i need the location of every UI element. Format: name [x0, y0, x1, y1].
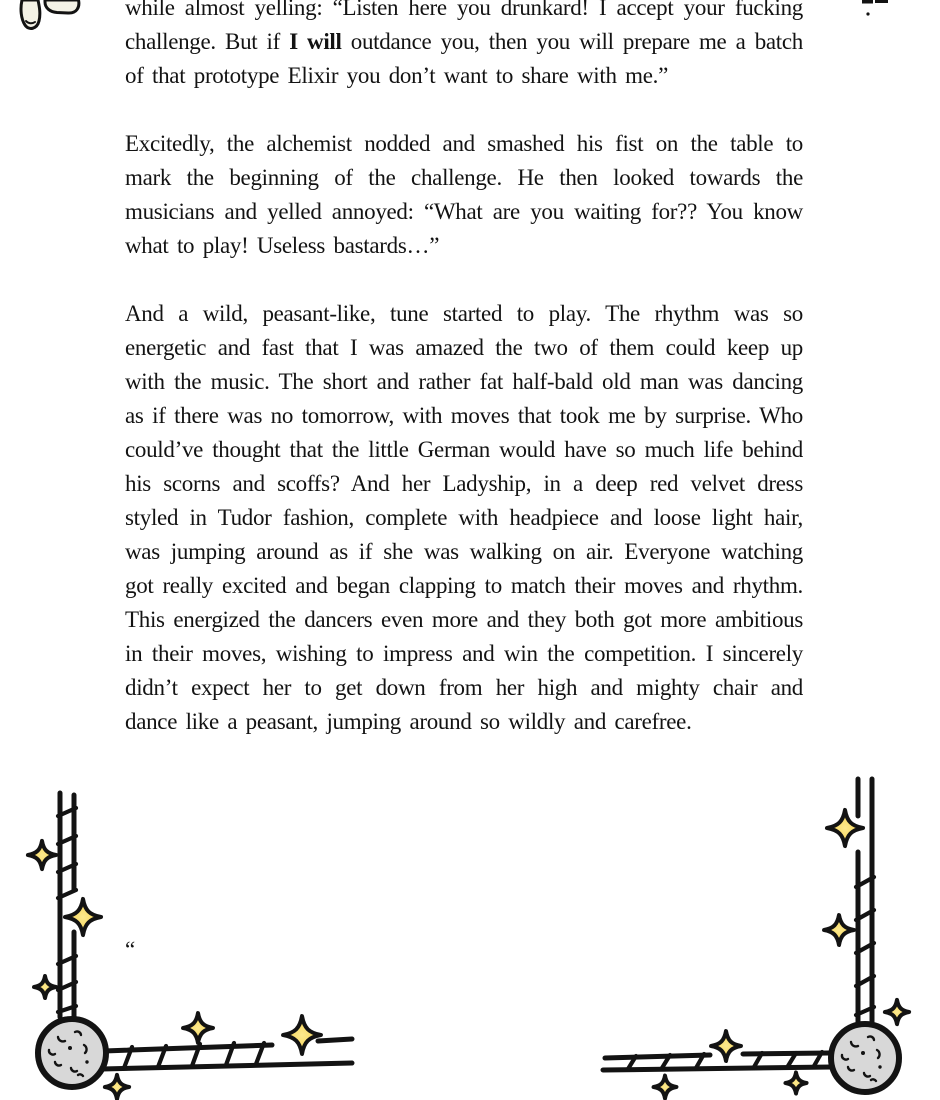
orphan-quote-mark: “ — [125, 937, 136, 962]
sparkle-star-icon — [183, 1013, 213, 1043]
corner-decoration-bottom-left — [0, 780, 360, 1100]
moon-icon — [38, 1019, 106, 1087]
story-run: Excitedly, the alchemist nodded and smashed his fist on the table to mark the beginning of the challenge. He then looked towards the musicians and yelled annoyed: “What are you waiting for?? You know what to play! Useless bastards…” — [125, 131, 803, 258]
sparkle-star-icon — [34, 976, 56, 998]
story-paragraph — [125, 297, 803, 739]
sparkle-star-icon — [28, 841, 56, 869]
story-run: And a wild, peasant-like, tune started to play. The rhythm was so energetic and fast that I was amazed the two of them could keep up with the music. The short and rather fat half-bald old man was dancing as if there was no tomorrow, with moves that took me by surprise. Who could’ve thought that the little German would have so much life behind his scorns and scoffs? And her Ladyship, in a deep red velvet dress styled in Tudor fashion, complete with headpiece and loose light hair, was jumping around as if she was walking on air. Everyone watching got really excited and began clapping to match their moves and rhythm. This energized the dancers even more and they both got more ambitious in their moves, wishing to impress and win the competition. I sincerely didn’t expect her to get down from her high and mighty chair and dance like a peasant, jumping around so wildly and carefree. — [125, 301, 803, 734]
sparkle-star-icon — [885, 1000, 909, 1024]
sparkle-star-icon — [654, 1076, 677, 1099]
sparkle-star-icon — [785, 1072, 806, 1093]
story-run: outdance you, then you will prepare me a batch of that prototype Elixir you don’t want to share with me.” — [125, 29, 804, 88]
moon-icon — [831, 1024, 899, 1092]
story-paragraph — [125, 0, 803, 93]
sparkle-star-icon — [283, 1016, 321, 1054]
page-edge-fragment-icon — [845, 0, 905, 20]
sparkle-star-icon — [711, 1031, 741, 1061]
sparkle-star-icon — [824, 915, 854, 945]
story-run: while almost yelling: “Listen here you drunkard! I accept your fucking challenge. But if — [125, 0, 803, 54]
story-text — [125, 0, 803, 773]
sparkle-star-icon — [65, 899, 101, 935]
pointing-hand-icon — [0, 0, 110, 60]
corner-decoration-bottom-right — [580, 770, 940, 1100]
sparkle-star-icon — [105, 1075, 129, 1099]
story-paragraph — [125, 127, 803, 263]
story-run-bold: I will — [289, 29, 342, 54]
